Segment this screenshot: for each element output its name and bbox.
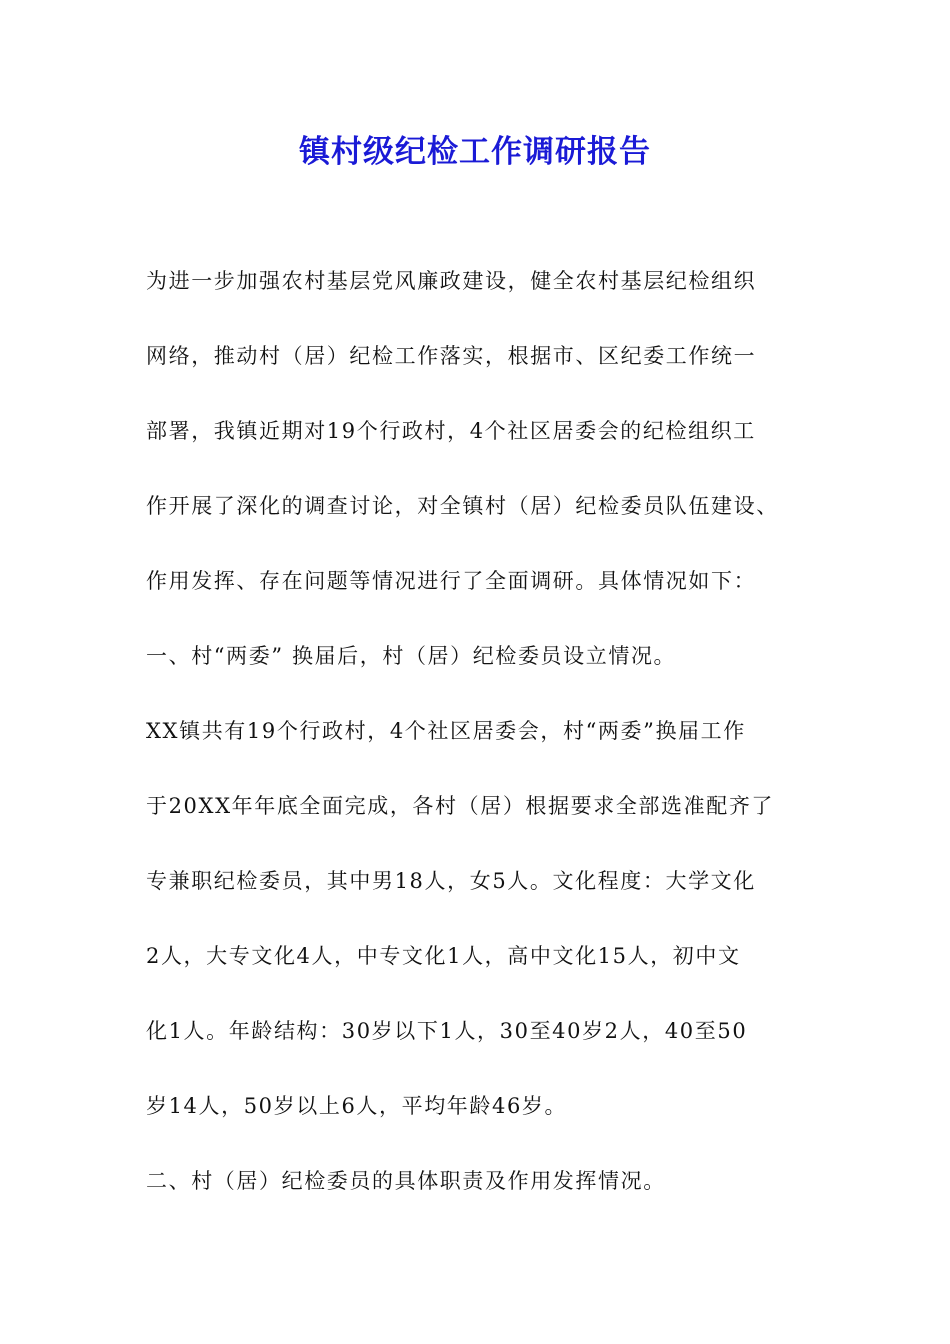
body-line: 化1人。年龄结构：30岁以下1人，30至40岁2人，40至50 [146, 1019, 748, 1043]
body-line: 部署，我镇近期对19个行政村，4个社区居委会的纪检组织工 [146, 419, 756, 443]
body-line: 为进一步加强农村基层党风廉政建设，健全农村基层纪检组织 [146, 269, 757, 293]
body-line: 网络，推动村（居）纪检工作落实，根据市、区纪委工作统一 [146, 344, 757, 368]
document-title: 镇村级纪检工作调研报告 [299, 134, 651, 170]
body-line: 作用发挥、存在问题等情况进行了全面调研。具体情况如下： [146, 569, 757, 593]
body-line: 岁14人，50岁以上6人，平均年龄46岁。 [146, 1094, 568, 1118]
section-heading-2: 二、村（居）纪检委员的具体职责及作用发挥情况。 [146, 1169, 666, 1193]
body-line: 于20XX年年底全面完成，各村（居）根据要求全部选准配齐了 [146, 794, 775, 818]
section-heading-1: 一、村“两委” 换届后，村（居）纪检委员设立情况。 [146, 644, 677, 668]
body-line: 专兼职纪检委员，其中男18人，女5人。文化程度：大学文化 [146, 869, 756, 893]
body-line: 作开展了深化的调查讨论，对全镇村（居）纪检委员队伍建设、 [146, 494, 779, 518]
body-line: XX镇共有19个行政村，4个社区居委会，村“两委”换届工作 [146, 719, 746, 743]
body-line: 2人，大专文化4人，中专文化1人，高中文化15人，初中文 [146, 944, 741, 968]
